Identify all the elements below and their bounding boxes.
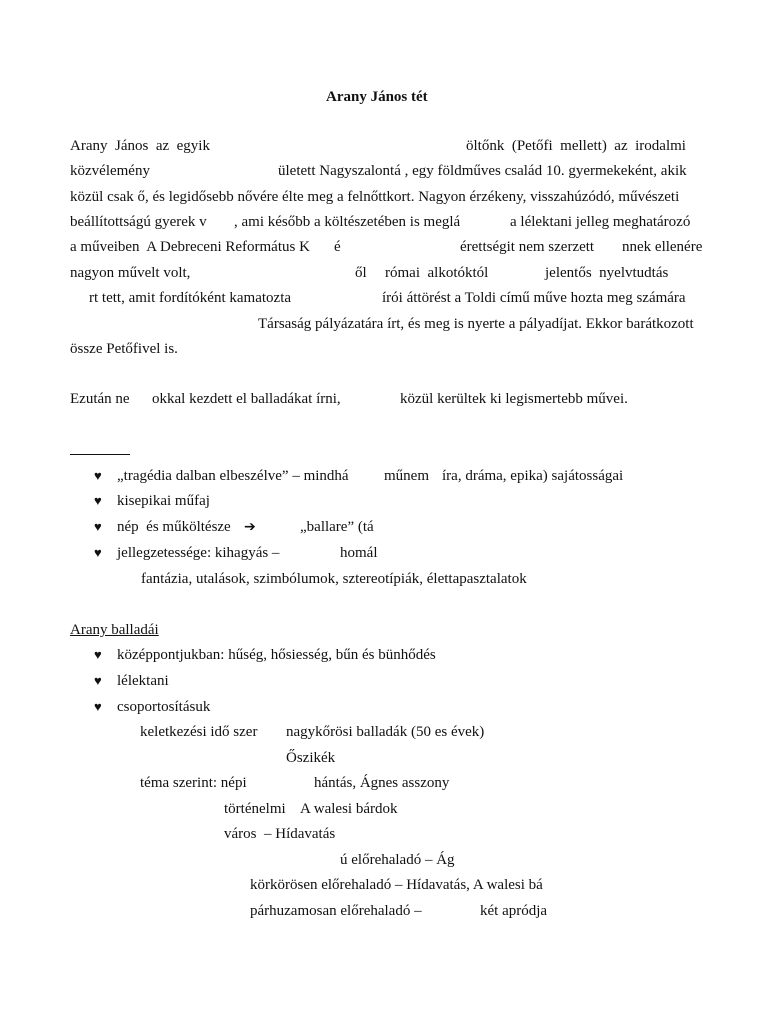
para2-part-b: okkal kezdett el balladákat írni, xyxy=(152,391,341,407)
list1-item-4b: homál xyxy=(340,545,378,561)
list1-item-2: kisepikai műfaj xyxy=(117,493,210,509)
heart-bullet-icon: ♥ xyxy=(94,647,102,662)
right-arrow-icon: ➔ xyxy=(244,519,256,535)
intro-line-7b: írói áttörést a Toldi című műve hozta meg számára xyxy=(382,290,686,306)
intro-line-5c: érettségit nem szerzett xyxy=(460,239,595,255)
intro-line-2b: ületett Nagyszalontá , egy földműves család 10. gyermekeként, akik xyxy=(278,163,687,179)
intro-line-7a: rt tett, amit fordítóként kamatozta xyxy=(89,290,292,306)
group-keletkezes-value: nagykőrösi balladák (50 es évek) xyxy=(286,724,485,740)
intro-line-4c: a lélektani jelleg meghatározó xyxy=(510,214,691,230)
group-szerkezet-3b: két apródja xyxy=(480,903,548,919)
intro-line-5a: a műveiben A Debreceni Református K xyxy=(70,239,310,255)
intro-line-6a: nagyon művelt volt, xyxy=(70,265,191,281)
section-divider xyxy=(70,454,130,455)
heart-bullet-icon: ♥ xyxy=(94,545,102,560)
group-szerkezet-3a: párhuzamosan előrehaladó – xyxy=(250,903,422,919)
list1-item-3b: „ballare” (tá xyxy=(300,519,374,535)
intro-line-1b: öltőnk (Petőfi mellett) az irodalmi xyxy=(466,138,686,154)
list1-item-1a: „tragédia dalban elbeszélve” – mindhá xyxy=(117,468,349,484)
group-tortenelmi-value: A walesi bárdok xyxy=(300,801,398,817)
intro-line-1a: Arany János az egyik xyxy=(70,138,210,154)
group-tortenelmi-label: történelmi xyxy=(224,801,286,817)
intro-line-8: Társaság pályázatára írt, és meg is nyerte a pályadíjat. Ekkor barátkozott xyxy=(258,316,694,332)
list1-item-1c: íra, dráma, epika) sajátosságai xyxy=(442,468,624,484)
intro-line-6c: római alkotóktól xyxy=(385,265,489,281)
group-tema-nepi-value: hántás, Ágnes asszony xyxy=(314,775,450,791)
group-tema-label: téma szerint: népi xyxy=(140,775,247,791)
intro-line-6d: jelentős nyelvtudtás xyxy=(545,265,669,281)
group-oszikek: Őszikék xyxy=(286,750,336,766)
page-title: Arany János tét xyxy=(326,89,428,105)
intro-line-2a: közvélemény xyxy=(70,163,150,179)
group-keletkezes-label: keletkezési idő szer xyxy=(140,724,258,740)
heart-bullet-icon: ♥ xyxy=(94,493,102,508)
heart-bullet-icon: ♥ xyxy=(94,673,102,688)
para2-part-c: közül kerültek ki legismertebb művei. xyxy=(400,391,628,407)
group-szerkezet-2: körkörösen előrehaladó – Hídavatás, A walesi bá xyxy=(250,877,543,893)
heart-bullet-icon: ♥ xyxy=(94,468,102,483)
intro-line-5b: é xyxy=(334,239,341,255)
intro-line-6b: ől xyxy=(355,265,367,281)
list1-item-3a: nép és műköltésze xyxy=(117,519,231,535)
list1-item-4a: jellegzetessége: kihagyás – xyxy=(117,545,280,561)
intro-line-4b: , ami később a költészetében is meglá xyxy=(234,214,461,230)
list1-item-1b: műnem xyxy=(384,468,429,484)
heart-bullet-icon: ♥ xyxy=(94,519,102,534)
heart-bullet-icon: ♥ xyxy=(94,699,102,714)
list2-item-2: lélektani xyxy=(117,673,169,689)
list2-item-1: középpontjukban: hűség, hősiesség, bűn és bünhődés xyxy=(117,647,436,663)
intro-line-4a: beállítottságú gyerek v xyxy=(70,214,207,230)
para2-part-a: Ezután ne xyxy=(70,391,130,407)
intro-line-3: közül csak ő, és legidősebb nővére élte meg a felnőttkort. Nagyon érzékeny, visszahúzódó, művészeti xyxy=(70,189,680,205)
intro-line-5d: nnek ellenére xyxy=(622,239,703,255)
group-varos: város – Hídavatás xyxy=(224,826,336,842)
intro-line-9: össze Petőfivel is. xyxy=(70,341,178,357)
group-szerkezet-1: ú előrehaladó – Ág xyxy=(340,852,455,868)
list1-continuation: fantázia, utalások, szimbólumok, sztereotípiák, élettapasztalatok xyxy=(141,571,527,587)
section-heading-ballads: Arany balladái xyxy=(70,622,159,638)
list2-item-3: csoportosításuk xyxy=(117,699,211,715)
